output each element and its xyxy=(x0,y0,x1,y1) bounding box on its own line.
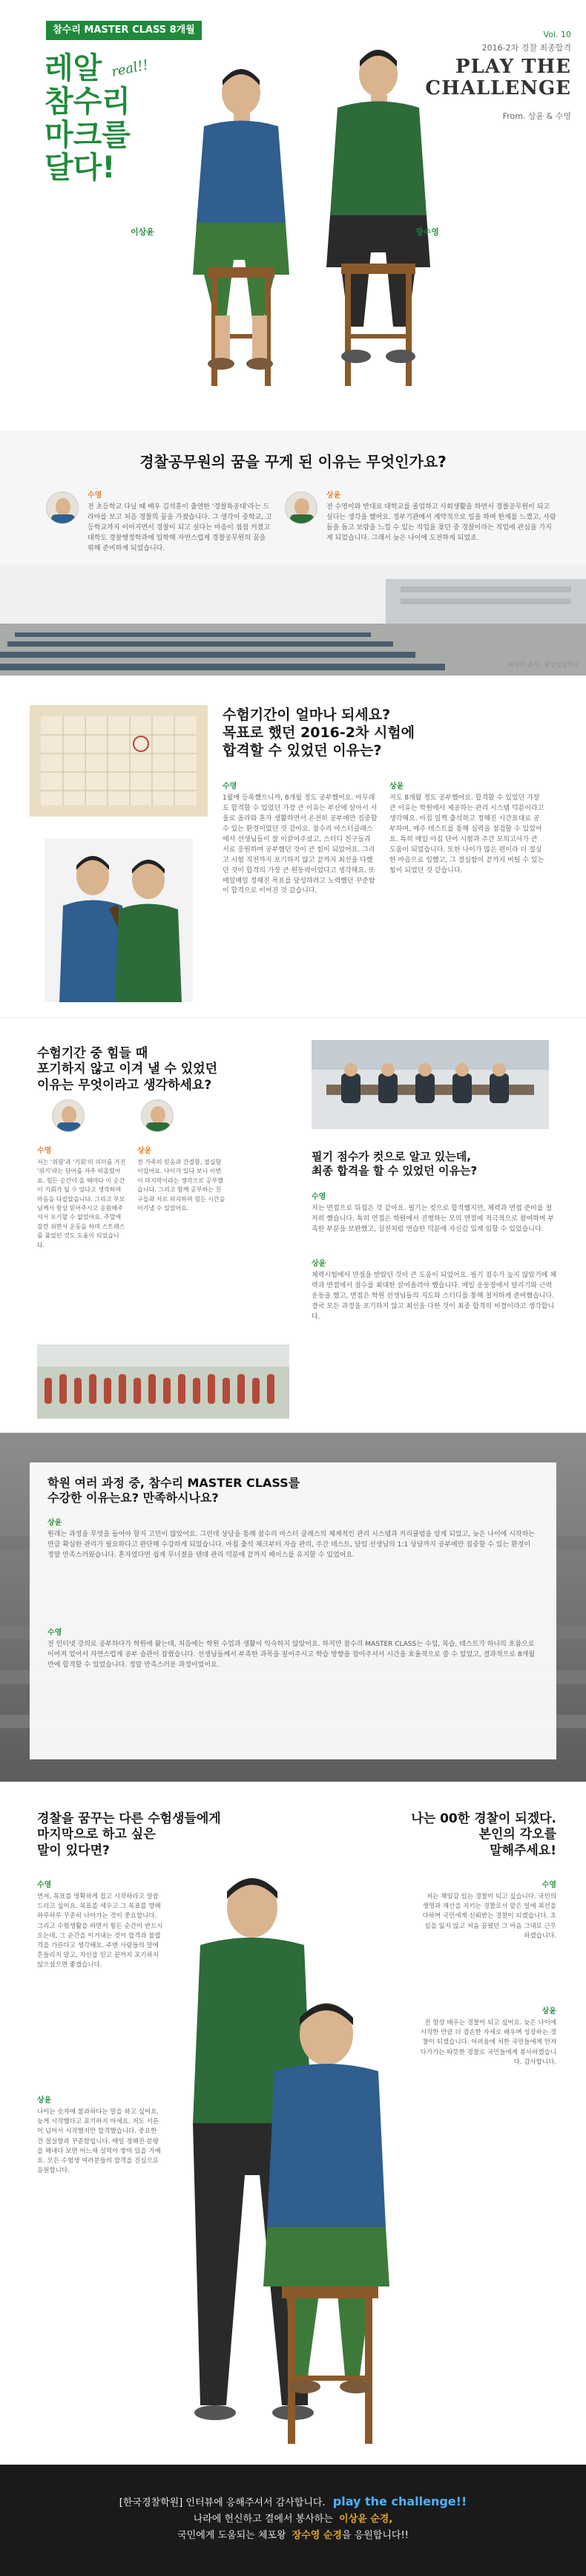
headline-line-4: 달다! xyxy=(45,151,116,186)
q7-title xyxy=(401,1811,556,1859)
q7-answer-bottom xyxy=(419,2004,556,2067)
footer-play: play the challenge!! xyxy=(332,2494,467,2508)
answer-text: 전 항상 배우는 경찰이 되고 싶어요. 늦은 나이에 시작한 만큼 더 겸손한 자세로 배우며 성장하는 경찰이 되겠습니다. 어려움에 처한 국민들에게 먼저 다가가는 따뜻한 경찰로 국민들에게 봉사하겠습니다. 감사합니다. xyxy=(420,2019,556,2066)
answer-text: 저는 '위험'과 '기회'의 의미를 가진 '위기'라는 단어를 자주 떠올렸어요. 힘든 순간이 올 때마다 이 순간이 기회가 될 수 있다고 생각하며 마음을 다잡았습니다. 그리고 부모님께서 항상 믿어주시고 응원해주셔서 포기할 수 없었어요. 주말에 잠깐 쉬면서 운동을 하며 스트레스를 풀었던 것도 도움이 되었습니다. xyxy=(37,1159,126,1249)
q4-title-line-2: 최종 합격을 할 수 있었던 이유는? xyxy=(312,1163,478,1177)
q7-title-line-2: 본인의 각오를 xyxy=(478,1827,556,1843)
answer-name: 상윤 xyxy=(389,782,404,791)
headline-line-1: 레알 xyxy=(45,51,102,85)
q6-title-line-1: 경찰을 꿈꾸는 다른 수험생들에게 xyxy=(37,1811,221,1826)
footer-line-2 xyxy=(0,2511,586,2528)
real-tag: real!! xyxy=(110,57,150,80)
q4-answer-left xyxy=(312,1190,556,1235)
vol-label: Vol. 10 xyxy=(543,30,571,39)
answer-name: 상윤 xyxy=(37,2096,52,2105)
q5-answer-top xyxy=(47,1516,537,1561)
q5-section xyxy=(0,1433,586,1782)
footer-name-2: 장수영 순경 xyxy=(292,2530,342,2542)
q3-title-line-2: 포기하지 않고 이겨 낼 수 있었던 xyxy=(37,1062,218,1077)
q6-q7-section xyxy=(0,1782,586,2465)
answer-name: 수영 xyxy=(223,782,237,791)
q1-title: 경찰공무원의 꿈을 꾸게 된 이유는 무엇인가요? xyxy=(139,453,447,471)
q3-answer-left xyxy=(37,1144,126,1250)
training-photo xyxy=(37,1344,289,1419)
footer-text xyxy=(0,2491,586,2544)
answer-text: 나이는 숫자에 불과하다는 말을 하고 싶어요. 늦게 시작했다고 포기하지 마세요. 저도 서른이 넘어서 시작했지만 합격했습니다. 중요한 건 절실함과 꾸준함입니다. 매일 정해진 분량을 해내다 보면 어느새 실력이 쌓여 있을 거예요. 모든 수험생 여러분들의 합격을 진심으로 응원합니다. xyxy=(37,2108,161,2175)
q2-title-line-2: 목표로 했던 2016-2차 시험에 xyxy=(223,724,415,741)
answer-name: 상윤 xyxy=(326,491,341,500)
header-badge: 참수리 MASTER CLASS 8개월 xyxy=(46,21,202,40)
headline-line-3: 마크를 xyxy=(45,117,131,152)
exam-label: 2016-2차 경찰 최종합격 xyxy=(481,43,571,53)
hero-section xyxy=(0,0,586,431)
answer-name: 수영 xyxy=(37,1881,52,1889)
q5-title-line-2: 수강한 이유는요? 만족하시나요? xyxy=(47,1491,219,1505)
answer-text: 1월에 등록했으니까, 8개월 정도 공부했어요. 아무래도 합격할 수 있었던 가장 큰 이유는 부산에 살아서 서울로 올라와 혼자 생활하면서 온전히 공부에만 집중할 수 있는 환경이었던 것 같아요. 참수리 마스터클래스에서 선생님들이 잘 이끌어주셨고, 스터디 친구들과 서로 응원하며 공부했던 것이 큰 힘이 되었어요. 그리고 시험 직전까지 포기하지 않고 끝까지 최선을 다했던 것이 합격의 가장 큰 원동력이었다고 생각해요. 또 매일매일 정해진 목표를 달성하려고 노력했던 꾸준함이 합격으로 이어진 것 같습니다. xyxy=(223,794,378,895)
avatar-right xyxy=(285,491,317,524)
photo-caption: 이미지 출처 : 중앙경찰학교 xyxy=(507,661,579,668)
person-photo-right xyxy=(304,30,452,401)
avatar-q3-right xyxy=(141,1099,174,1132)
headline-line-2: 참수리 xyxy=(45,84,131,119)
avatar-q3-left xyxy=(52,1099,85,1132)
answer-text: 원래는 과정을 무엇을 들어야 할지 고민이 많았어요. 그런데 상담을 통해 참수리 마스터 클래스의 체계적인 관리 시스템과 커리큘럼을 알게 되었고, 늦은 나이에 시작하는 만큼 확실한 관리가 필요하다고 판단해 수강하게 되었습니다. 아침 출석 체크부터 자습 관리, 주간 테스트, 담임 선생님의 1:1 상담까지 공부에만 집중할 수 있는 환경이 정말 만족스러웠습니다. 혼자였다면 쉽게 무너졌을 텐데 관리 덕분에 끝까지 페이스를 유지할 수 있었어요. xyxy=(47,1531,535,1559)
answer-text: 전 수영이와 반대로 대학교를 졸업하고 사회생활을 하면서 경찰공무원이 되고 싶다는 생각을 했어요. 정부기관에서 계약직으로 일을 하며 한계를 느꼈고, 사람들을 돕고 보람을 느낄 수 있는 직업을 찾던 중 경찰이라는 직업에 관심을 가지게 되었습니다. 그래서 늦은 나이에 도전하게 되었죠. xyxy=(326,503,556,542)
answer-name: 상윤 xyxy=(312,1260,326,1268)
q2-title-line-1: 수험기간이 얼마나 되세요? xyxy=(223,707,391,723)
answer-text: 전 인터넷 강의로 공부하다가 학원에 왔는데, 처음에는 학원 수업과 생활이 익숙하지 않았어요. 하지만 참수리 MASTER CLASS는 수업, 복습, 테스트가 하나의 흐름으로 이어져 있어서 자연스럽게 공부 습관이 잡혔습니다. 선생님들께서 부족한 과목을 짚어주시고 학습 방향을 잡아주셔서 시간을 효율적으로 쓸 수 있었고, 결과적으로 8개월 만에 합격할 수 있었습니다. 정말 만족스러운 과정이었어요. xyxy=(47,1641,535,1669)
footer-line-1 xyxy=(0,2491,586,2511)
q3-answer-right xyxy=(137,1144,226,1213)
q3-q4-section xyxy=(0,1017,586,1433)
q1-section xyxy=(0,431,586,676)
q2-title-line-3: 합격할 수 있었던 이유는? xyxy=(223,742,382,759)
play-line-1: PLAY THE xyxy=(455,56,571,78)
answer-name: 상윤 xyxy=(541,2007,556,2016)
q2-answer-left xyxy=(223,779,378,897)
q6-answer-top xyxy=(37,1878,163,1970)
duo-photo xyxy=(45,839,193,1002)
q2-title xyxy=(223,707,549,759)
q6-title-line-3: 말이 있다면? xyxy=(37,1843,110,1858)
q4-title xyxy=(312,1150,564,1178)
q3-title xyxy=(37,1046,289,1094)
footer-line2-prefix: 나라에 헌신하고 결에서 봉사하는 xyxy=(193,2514,333,2526)
person-photo-left xyxy=(163,52,312,408)
q5-card xyxy=(30,1462,556,1759)
answer-text: 전 가족의 믿음과 간절함, 절실함이었어요. 나이가 있다 보니 이번이 마지막이라는 생각으로 공부했습니다. 그리고 함께 공부하는 친구들과 서로 의지하며 힘든 시간을 이겨낼 수 있었어요. xyxy=(137,1159,225,1212)
interview-photo xyxy=(312,1040,549,1129)
answer-name: 수영 xyxy=(88,491,102,500)
answer-text: 저는 면접으로 뒤집은 것 같아요. 필기는 컷으로 합격했지만, 체력과 면접 준비를 철저히 했습니다. 특히 면접은 학원에서 진행하는 모의 면접에 적극적으로 참여하며 부족한 부분을 보완했고, 실전처럼 연습한 덕분에 자신감 있게 임할 수 있었습니다. xyxy=(312,1205,555,1233)
footer-lead: [한국경찰학원] 인터뷰에 응해주셔서 감사합니다. xyxy=(119,2497,326,2508)
q7-title-line-3: 말해주세요! xyxy=(490,1843,556,1858)
play-line-2: CHALLENGE xyxy=(425,76,571,99)
answer-text: 체력시험에서 만점을 받았던 것이 큰 도움이 되었어요. 필기 점수가 높지 않았기에 체력과 면접에서 점수를 최대한 끌어올려야 했습니다. 매일 운동장에서 달리기와 근력 운동을 했고, 면접은 학원 선생님들의 지도와 스터디를 통해 철저하게 준비했습니다. 결국 모든 과정을 포기하지 않고 최선을 다한 것이 최종 합격의 비결이라고 생각합니다. xyxy=(312,1272,556,1321)
footer-line-3 xyxy=(0,2528,586,2544)
q4-title-line-1: 필기 점수가 컷으로 알고 있는데, xyxy=(312,1150,471,1163)
from-label: From. 상윤 & 수영 xyxy=(502,111,571,121)
avatar-left xyxy=(46,491,79,524)
answer-name: 수영 xyxy=(312,1193,326,1201)
footer-line3-suffix: 을 응원합니다!! xyxy=(341,2530,409,2542)
q3-title-line-3: 이유는 무엇이라고 생각하세요? xyxy=(37,1077,212,1093)
answer-name: 수영 xyxy=(37,1147,52,1155)
q5-title xyxy=(47,1476,537,1506)
q5-answer-bottom xyxy=(47,1626,537,1671)
q1-answer-left xyxy=(88,488,273,555)
q4-answer-right xyxy=(312,1257,556,1323)
answer-name: 수영 xyxy=(47,1629,62,1637)
q6-title-line-2: 마지막으로 하고 싶은 xyxy=(37,1827,156,1843)
name-label-right: 장수영 xyxy=(415,227,439,237)
footer-name-1: 이상윤 순경, xyxy=(339,2514,393,2526)
answer-text: 저는 책임감 있는 경찰이 되고 싶습니다. 국민의 생명과 재산을 지키는 경찰로서 맡은 일에 최선을 다하며 국민에게 신뢰받는 경찰이 되겠습니다. 초심을 잃지 않고 처음 꿈꿨던 그 마음 그대로 근무하겠습니다. xyxy=(422,1893,556,1940)
q5-title-line-1: 학원 여러 과정 중, 참수리 MASTER CLASS를 xyxy=(47,1476,300,1490)
q3-title-line-1: 수험기간 중 힘들 때 xyxy=(37,1046,148,1061)
q6-answer-bottom xyxy=(37,2093,163,2176)
q2-section xyxy=(0,676,586,1017)
answer-text: 전 초등학교 다닐 때 배우 김석훈이 출연한 '경찰특공대'라는 드라마를 보고 처음 경찰의 꿈을 가졌습니다. 그 생각이 중학교, 고등학교까지 이어지면서 경찰이 되고 싶다는 마음이 점점 커졌고 대학도 경찰행정학과에 입학해 자연스럽게 경찰공무원의 꿈을 위해 준비하게 되었습니다. xyxy=(88,503,272,552)
calendar-photo xyxy=(30,705,208,817)
name-label-left: 이상윤 xyxy=(131,227,154,237)
answer-name: 수영 xyxy=(541,1881,556,1889)
q2-answer-right xyxy=(389,779,545,877)
answer-name: 상윤 xyxy=(137,1147,152,1155)
q7-answer-top xyxy=(419,1878,556,1941)
parade-ground-photo xyxy=(0,564,586,676)
answer-text: 먼저, 목표를 명확하게 잡고 시작하라고 말씀드리고 싶어요. 목표를 세우고 그 목표를 향해 하루하루 꾸준히 나아가는 것이 중요합니다. 그리고 수험생활을 하면서 힘든 순간이 반드시 오는데, 그 순간을 이겨내는 것이 합격과 불합격을 가른다고 생각해요. 주변 사람들의 말에 흔들리지 말고, 자신을 믿고 끝까지 포기하지 않으셨으면 좋겠습니다. xyxy=(37,1893,163,1969)
footer-line3-prefix: 국민에게 도움되는 체포왕 xyxy=(177,2530,286,2542)
standing-duo-photo xyxy=(163,1841,408,2457)
answer-text: 저도 8개월 정도 공부했어요. 합격할 수 있었던 가장 큰 이유는 학원에서 제공하는 관리 시스템 덕분이라고 생각해요. 아침 일찍 출석하고 정해진 시간표대로 공부하며, 매주 테스트를 통해 실력을 점검할 수 있었어요. 특히 매일 아침 단어 시험과 주간 모의고사가 큰 도움이 되었습니다. 또한 나이가 많은 편이라 더 절실한 마음으로 임했고, 그 절실함이 끝까지 버틸 수 있는 힘이 되었던 것 같습니다. xyxy=(389,794,544,875)
q1-answer-right xyxy=(326,488,556,544)
q7-title-line-1: 나는 00한 경찰이 되겠다. xyxy=(411,1811,556,1826)
footer-banner xyxy=(0,2465,586,2576)
answer-name: 상윤 xyxy=(47,1519,62,1527)
